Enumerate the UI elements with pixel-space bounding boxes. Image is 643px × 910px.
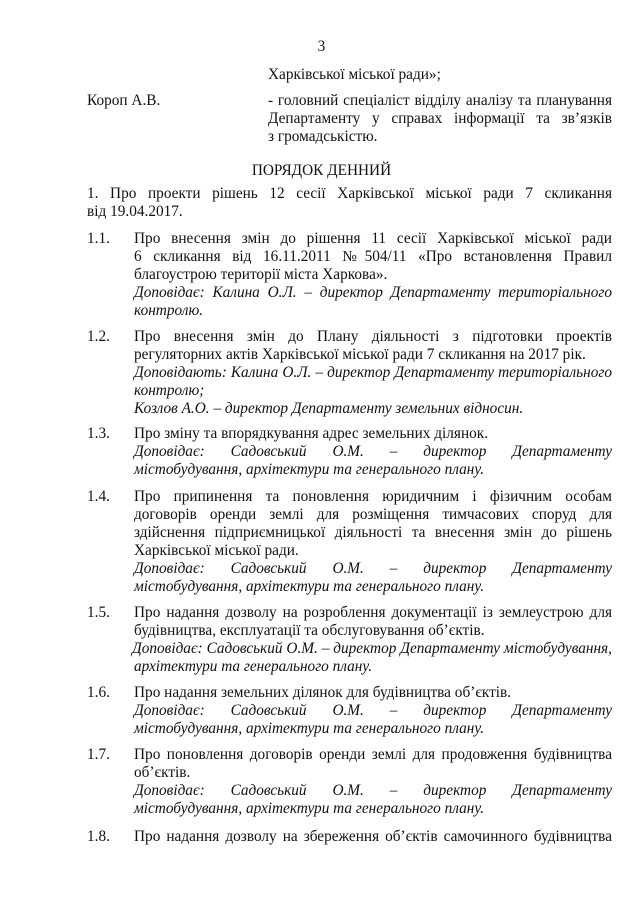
item-speaker-line: Доповідає: Садовський О.М. – директор Департаменту: [134, 443, 612, 460]
item-title-line: здійснення підприємницької діяльності та внесення змін до рішень: [134, 524, 612, 541]
attendee-name: Короп А.В.: [87, 92, 161, 109]
item-speaker-line: Доповідають: Калина О.Л. – директор Департаменту територіального: [134, 364, 612, 381]
item-number: 1.8.: [87, 828, 110, 845]
item-speaker-line: Козлов А.О. – директор Департаменту земельних відносин.: [134, 400, 524, 417]
item-title-line: благоустрою території міста Харкова».: [134, 266, 388, 283]
section-heading-line: 1. Про проекти рішень 12 сесії Харківської міської ради 7 скликання: [87, 185, 612, 202]
item-number: 1.4.: [87, 488, 110, 505]
item-speaker-line: контролю;: [134, 382, 205, 399]
agenda-title: ПОРЯДОК ДЕННИЙ: [251, 162, 392, 179]
item-title-line: 6 скликання від 16.11.2011 №504/11 «Про встановлення Правил: [134, 248, 612, 265]
item-speaker-line: містобудування, архітектури та генерального плану.: [134, 578, 485, 595]
item-title-line: Про внесення змін до рішення 11 сесії Харківської міської ради: [134, 230, 612, 247]
item-title-line: Про поновлення договорів оренди землі для продовження будівництва: [134, 746, 612, 763]
item-number: 1.3.: [87, 425, 110, 442]
item-title-line: будівництва, експлуатації та обслуговування об’єктів.: [134, 622, 485, 639]
attendee-role-line: з громадськістю.: [268, 128, 378, 145]
header-continuation: Харківської міської ради»;: [268, 66, 441, 83]
item-title-line: об’єктів.: [134, 764, 191, 781]
item-number: 1.2.: [87, 328, 110, 345]
item-speaker-line: містобудування, архітектури та генерального плану.: [134, 800, 485, 817]
item-speaker-line: Доповідає: Садовський О.М. – директор Департаменту: [134, 560, 612, 577]
item-speaker-line: містобудування, архітектури та генерального плану.: [134, 720, 485, 737]
item-title-line: Про надання земельних ділянок для будівництва об’єктів.: [134, 684, 512, 701]
item-speaker-line: контролю.: [134, 302, 204, 319]
item-number: 1.5.: [87, 604, 110, 621]
item-title-line: Харківської міської ради.: [134, 542, 299, 559]
item-speaker-line: архітектури та генерального плану.: [134, 658, 373, 675]
item-number: 1.6.: [87, 684, 110, 701]
page-number: 3: [317, 38, 326, 55]
item-speaker-line: Доповідає: Садовський О.М. – директор Департаменту містобудування,: [132, 640, 612, 657]
item-title-line: Про надання дозволу на розроблення документації із землеустрою для: [134, 604, 612, 621]
item-number: 1.7.: [87, 746, 110, 763]
item-speaker-line: Доповідає: Калина О.Л. – директор Департаменту територіального: [134, 284, 612, 301]
item-speaker-line: Доповідає: Садовський О.М. – директор Департаменту: [134, 702, 612, 719]
item-title-line: регуляторних актів Харківської міської ради 7 скликання на 2017 рік.: [134, 346, 586, 363]
section-heading-line: від 19.04.2017.: [87, 203, 183, 220]
item-title-line: Про надання дозволу на збереження об’єктів самочинного будівництва: [134, 828, 612, 845]
item-number: 1.1.: [87, 230, 110, 247]
item-speaker-line: Доповідає: Садовський О.М. – директор Департаменту: [134, 782, 612, 799]
item-title-line: Про внесення змін до Плану діяльності з підготовки проектів: [134, 328, 612, 345]
item-title-line: Про припинення та поновлення юридичним і фізичним особам: [134, 488, 612, 505]
item-speaker-line: містобудування, архітектури та генерального плану.: [134, 461, 485, 478]
attendee-role-line: Департаменту у справах інформації та зв’язків: [268, 110, 612, 127]
item-title-line: договорів оренди землі для розміщення тимчасових споруд для: [134, 506, 612, 523]
item-title-line: Про зміну та впорядкування адрес земельних ділянок.: [134, 425, 489, 442]
attendee-role-line: - головний спеціаліст відділу аналізу та планування: [268, 92, 612, 109]
